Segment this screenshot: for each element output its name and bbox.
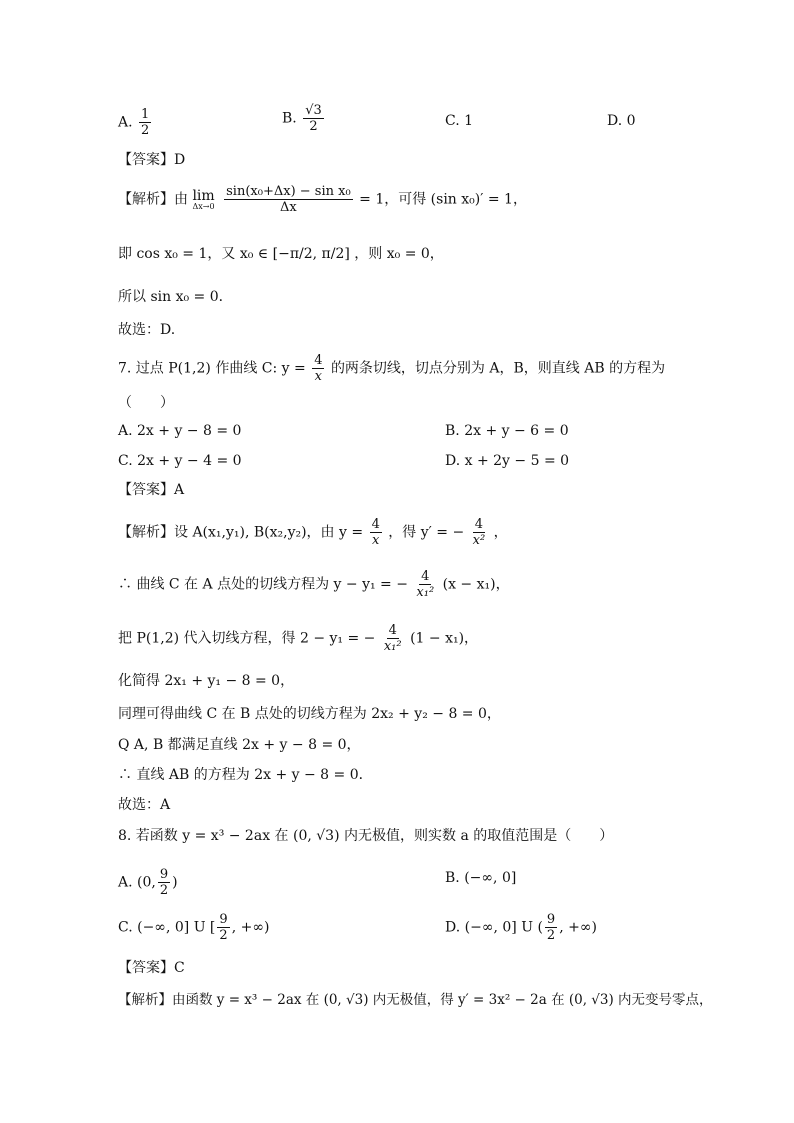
q8-option-b: B. (−∞, 0] bbox=[445, 870, 517, 886]
q7-paren: （ ） bbox=[118, 395, 174, 411]
text: 把 P(1,2) 代入切线方程，得 2 − y₁ = − bbox=[118, 630, 376, 647]
option-label: B. bbox=[282, 110, 297, 127]
text: C. (−∞, 0] U [ bbox=[118, 919, 216, 936]
fraction bbox=[471, 518, 488, 547]
fraction bbox=[382, 624, 404, 653]
text: ) bbox=[172, 874, 178, 891]
option-label: A. bbox=[118, 114, 133, 131]
numerator: 4 bbox=[421, 569, 430, 584]
q6-option-a bbox=[118, 108, 153, 137]
text: 即 cos x₀ = 1，又 x₀ ∈ bbox=[118, 246, 269, 262]
denominator: x² bbox=[472, 533, 486, 548]
limit-word: lim bbox=[192, 187, 215, 204]
analysis-tail: = 1，可得 (sin x₀)′ = 1， bbox=[359, 191, 527, 208]
text: 7. 过点 P(1,2) 作曲线 C: y = bbox=[118, 360, 306, 377]
text: 【解析】设 A(x₁,y₁), B(x₂,y₂)，由 y = bbox=[118, 524, 364, 541]
numerator: 4 bbox=[314, 353, 323, 368]
denominator: 2 bbox=[546, 928, 556, 943]
interval: [−π/2, π/2] bbox=[272, 246, 350, 262]
denominator: x₁² bbox=[383, 639, 402, 654]
q7-analysis-line-1 bbox=[118, 518, 508, 547]
text: A. (0, bbox=[118, 874, 156, 891]
q7-analysis-line-5: 同理可得曲线 C 在 B 点处的切线方程为 2x₂ + y₂ − 8 = 0， bbox=[118, 706, 501, 722]
numerator: 4 bbox=[474, 517, 484, 532]
q7-stem bbox=[118, 354, 665, 383]
q6-analysis-line-1 bbox=[118, 185, 527, 214]
fraction bbox=[217, 913, 229, 942]
text: (1 − x₁)， bbox=[410, 630, 479, 647]
text: ∴ 曲线 C 在 A 点处的切线方程为 y − y₁ = − bbox=[118, 576, 408, 593]
q8-stem: 8. 若函数 y = x³ − 2ax 在 (0, √3) 内无极值，则实数 a 的取值范围是（ ） bbox=[118, 828, 614, 844]
denominator: x bbox=[314, 369, 323, 384]
q6-option-c: C. 1 bbox=[445, 113, 474, 129]
text: D. (−∞, 0] U ( bbox=[445, 919, 543, 936]
q6-choose: 故选：D. bbox=[118, 322, 176, 338]
fraction bbox=[224, 185, 353, 214]
q7-option-b: B. 2x + y − 6 = 0 bbox=[445, 423, 569, 439]
denominator: Δx bbox=[280, 200, 297, 215]
fraction bbox=[303, 104, 324, 133]
q6-analysis-line-3: 所以 sin x₀ = 0． bbox=[118, 289, 233, 305]
text: , +∞) bbox=[559, 919, 597, 936]
text: 的两条切线，切点分别为 A，B，则直线 AB 的方程为 bbox=[330, 360, 666, 377]
q8-analysis-line-1: 【解析】由函数 y = x³ − 2ax 在 (0, √3) 内无极值，得 y′ = 3x² − 2a 在 (0, √3) 内无变号零点， bbox=[118, 992, 713, 1008]
q6-analysis-line-2 bbox=[118, 244, 444, 264]
q7-analysis-line-7: ∴ 直线 AB 的方程为 2x + y − 8 = 0． bbox=[118, 767, 373, 783]
text: ， bbox=[493, 524, 508, 541]
q7-option-d: D. x + 2y − 5 = 0 bbox=[445, 453, 570, 469]
fraction bbox=[370, 518, 382, 547]
text: ，得 y′ = − bbox=[388, 524, 465, 541]
denominator: 2 bbox=[141, 123, 150, 138]
q8-option-c bbox=[118, 913, 269, 942]
fraction bbox=[139, 108, 151, 137]
q7-option-c: C. 2x + y − 4 = 0 bbox=[118, 453, 242, 469]
text: ，则 x₀ = 0， bbox=[354, 246, 444, 262]
fraction bbox=[414, 570, 436, 599]
numerator: 1 bbox=[141, 107, 150, 122]
denominator: x bbox=[372, 533, 380, 548]
denominator: 2 bbox=[219, 928, 228, 943]
denominator: 2 bbox=[309, 119, 318, 134]
numerator: 9 bbox=[219, 912, 228, 927]
denominator: 2 bbox=[159, 883, 169, 898]
q7-answer: 【答案】A bbox=[118, 482, 185, 498]
q7-analysis-line-4: 化简得 2x₁ + y₁ − 8 = 0， bbox=[118, 673, 295, 689]
fraction bbox=[312, 354, 324, 383]
text: , +∞) bbox=[231, 919, 270, 936]
numerator: 9 bbox=[159, 867, 169, 882]
fraction bbox=[545, 913, 557, 942]
numerator: sin(x₀+Δx) − sin x₀ bbox=[226, 184, 351, 199]
analysis-label: 【解析】由 bbox=[118, 191, 188, 208]
numerator: 4 bbox=[371, 517, 380, 532]
numerator: √3 bbox=[305, 103, 322, 118]
q7-analysis-line-2 bbox=[118, 570, 510, 599]
fraction bbox=[158, 868, 170, 897]
q8-option-a bbox=[118, 868, 178, 897]
q7-option-a: A. 2x + y − 8 = 0 bbox=[118, 423, 242, 439]
q8-answer: 【答案】C bbox=[118, 960, 185, 976]
q7-analysis-line-3 bbox=[118, 624, 478, 653]
q6-option-d: D. 0 bbox=[607, 113, 636, 129]
q6-answer: 【答案】D bbox=[118, 152, 186, 168]
text: (x − x₁)， bbox=[442, 576, 510, 593]
q7-choose: 故选：A bbox=[118, 797, 171, 813]
q8-option-d bbox=[445, 913, 597, 942]
q7-analysis-line-6: Q A, B 都满足直线 2x + y − 8 = 0， bbox=[118, 737, 361, 753]
numerator: 9 bbox=[546, 912, 556, 927]
denominator: x₁² bbox=[416, 585, 435, 600]
limit bbox=[192, 189, 214, 211]
limit-sub: Δx→0 bbox=[192, 201, 215, 211]
numerator: 4 bbox=[388, 623, 397, 638]
q6-option-b bbox=[282, 104, 326, 133]
